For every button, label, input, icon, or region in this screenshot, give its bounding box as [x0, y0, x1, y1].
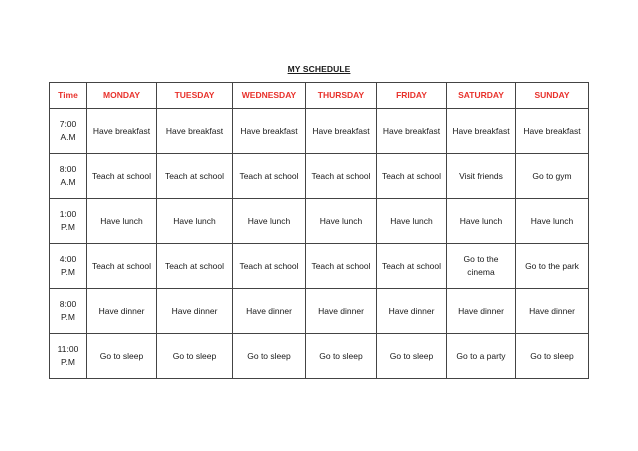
time-label: 11:00 P.M: [57, 344, 79, 367]
table-cell: Teach at school: [87, 154, 157, 199]
table-cell: Have dinner: [516, 289, 589, 334]
table-cell: Have lunch: [377, 199, 447, 244]
table-cell: Have breakfast: [233, 109, 306, 154]
table-row: [50, 154, 589, 199]
time-label: 8:00 A.M: [59, 164, 77, 187]
time-cell: [50, 334, 87, 379]
header-row: [50, 83, 589, 109]
table-row: [50, 244, 589, 289]
table-cell: Have dinner: [306, 289, 377, 334]
time-label: 4:00 P.M: [59, 254, 77, 277]
header-sunday: SUNDAY: [516, 83, 589, 109]
table-cell: Have dinner: [377, 289, 447, 334]
table-cell: Go to the park: [516, 244, 589, 289]
table-cell: Have lunch: [516, 199, 589, 244]
schedule-body: [50, 109, 589, 379]
table-cell: Teach at school: [377, 154, 447, 199]
table-cell: Go to gym: [516, 154, 589, 199]
table-cell: Have lunch: [157, 199, 233, 244]
header-monday: MONDAY: [87, 83, 157, 109]
time-label: 8:00 P.M: [59, 299, 77, 322]
table-cell: Have lunch: [306, 199, 377, 244]
table-cell: Teach at school: [233, 154, 306, 199]
table-cell: Have lunch: [447, 199, 516, 244]
header-thursday: THURSDAY: [306, 83, 377, 109]
table-row: [50, 334, 589, 379]
table-row: [50, 109, 589, 154]
table-cell: Teach at school: [157, 244, 233, 289]
table-cell: Teach at school: [87, 244, 157, 289]
table-cell: Go to sleep: [157, 334, 233, 379]
schedule-table: [49, 82, 589, 379]
schedule-header: [50, 83, 589, 109]
table-cell: Teach at school: [306, 244, 377, 289]
header-wednesday: WEDNESDAY: [233, 83, 306, 109]
time-cell: [50, 244, 87, 289]
table-cell: Have breakfast: [447, 109, 516, 154]
table-cell: Have dinner: [233, 289, 306, 334]
table-cell: Have lunch: [87, 199, 157, 244]
time-label: 7:00 A.M: [59, 119, 77, 142]
table-cell: Teach at school: [157, 154, 233, 199]
table-cell: Go to the cinema: [447, 244, 516, 289]
header-friday: FRIDAY: [377, 83, 447, 109]
time-cell: [50, 154, 87, 199]
table-cell: Have breakfast: [377, 109, 447, 154]
time-cell: [50, 199, 87, 244]
table-cell: Have dinner: [87, 289, 157, 334]
time-cell: [50, 289, 87, 334]
header-time: Time: [50, 83, 87, 109]
document-title: MY SCHEDULE: [287, 64, 351, 74]
time-label: 1:00 P.M: [59, 209, 77, 232]
table-cell: Have lunch: [233, 199, 306, 244]
table-cell: Go to sleep: [377, 334, 447, 379]
header-tuesday: TUESDAY: [157, 83, 233, 109]
table-cell: Teach at school: [306, 154, 377, 199]
table-cell: Have dinner: [447, 289, 516, 334]
table-row: [50, 199, 589, 244]
table-cell: Have breakfast: [87, 109, 157, 154]
header-saturday: SATURDAY: [447, 83, 516, 109]
table-cell: Go to sleep: [516, 334, 589, 379]
table-cell: Go to a party: [447, 334, 516, 379]
table-cell: Have breakfast: [306, 109, 377, 154]
table-cell: Go to sleep: [233, 334, 306, 379]
table-cell: Have dinner: [157, 289, 233, 334]
table-cell: Have breakfast: [516, 109, 589, 154]
table-cell: Visit friends: [447, 154, 516, 199]
table-row: [50, 289, 589, 334]
table-cell: Have breakfast: [157, 109, 233, 154]
table-cell: Teach at school: [233, 244, 306, 289]
table-cell: Go to sleep: [306, 334, 377, 379]
table-cell: Go to sleep: [87, 334, 157, 379]
table-cell: Teach at school: [377, 244, 447, 289]
time-cell: [50, 109, 87, 154]
